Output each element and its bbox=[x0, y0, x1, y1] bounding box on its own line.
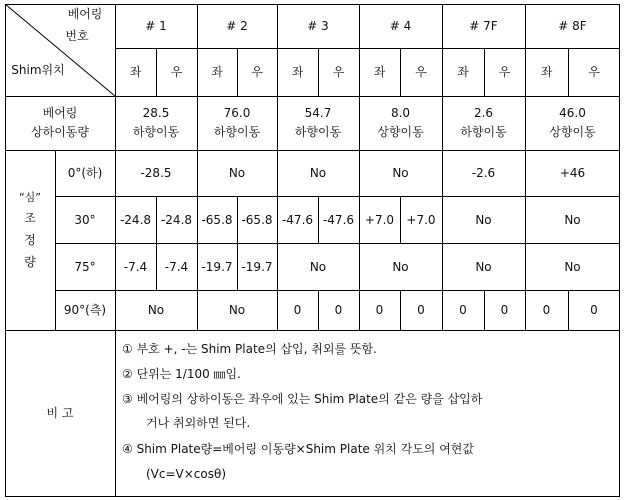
bearing-number-1: # 2 bbox=[226, 19, 248, 33]
left-label-0: 좌 bbox=[129, 65, 142, 79]
movement-amount-4: 2.6 bbox=[473, 106, 494, 120]
shim-row2-cell-4: No bbox=[309, 259, 327, 274]
shim-angle-3: 90°(측) bbox=[63, 303, 107, 317]
shim-angle-0: 0°(하) bbox=[67, 166, 103, 180]
bearing-number-4: # 7F bbox=[469, 19, 498, 33]
shim-row2-cell-0: -7.4 bbox=[123, 259, 148, 274]
right-label-3: 우 bbox=[415, 65, 427, 79]
shim-row1-cell-6: +7.0 bbox=[364, 212, 395, 227]
shim-row0-cell-0: -28.5 bbox=[140, 166, 172, 180]
right-label-2: 우 bbox=[332, 65, 345, 79]
shim-row2-cell-2: -19.7 bbox=[201, 259, 233, 274]
shim-row3-cell-7: 0 bbox=[500, 303, 509, 317]
movement-amount-0: 28.5 bbox=[142, 106, 170, 120]
right-label-0: 우 bbox=[170, 65, 183, 79]
shim-row3-cell-3: 0 bbox=[334, 303, 343, 317]
shim-row3-cell-8: 0 bbox=[542, 303, 551, 317]
remark-note-2: ③ 베어링의 상하이동은 좌우에 있는 Shim Plate의 같은 량을 삽입하 bbox=[122, 392, 483, 406]
remark-note-0: ① 부호 +, -는 Shim Plate의 삽입, 취외를 뜻함. bbox=[122, 342, 377, 356]
shim-group-label-quote: “심” bbox=[18, 191, 42, 204]
shim-row0-cell-4: -2.6 bbox=[471, 166, 496, 180]
shim-row2-cell-7: No bbox=[564, 259, 581, 274]
movement-label-line1: 베어링 bbox=[42, 106, 78, 120]
shim-group-label-char-1: 정 bbox=[24, 233, 36, 247]
corner-label-number: 번호 bbox=[65, 29, 89, 43]
shim-angle-1: 30° bbox=[74, 212, 96, 227]
shim-row1-cell-3: -65.8 bbox=[241, 212, 273, 227]
bearing-number-0: # 1 bbox=[145, 19, 167, 33]
remark-note-1: ② 단위는 1/100 ㎜임. bbox=[122, 367, 241, 381]
shim-row3-cell-6: 0 bbox=[459, 303, 467, 317]
movement-amount-1: 76.0 bbox=[223, 106, 251, 120]
left-label-5: 좌 bbox=[540, 65, 553, 79]
movement-direction-5: 상향이동 bbox=[549, 125, 596, 139]
shim-angle-2: 75° bbox=[74, 259, 96, 274]
bearing-number-2: # 3 bbox=[307, 19, 329, 33]
shim-row1-cell-9: No bbox=[564, 212, 581, 227]
bearing-number-5: # 8F bbox=[558, 19, 587, 33]
shim-row1-cell-4: -47.6 bbox=[281, 212, 314, 227]
shim-row3-cell-4: 0 bbox=[375, 303, 384, 317]
shim-row0-cell-3: No bbox=[392, 166, 409, 180]
movement-direction-1: 하향이동 bbox=[213, 125, 261, 139]
shim-row2-cell-5: No bbox=[392, 259, 409, 274]
shim-row0-cell-1: No bbox=[228, 166, 246, 180]
shim-row1-cell-1: -24.8 bbox=[160, 212, 193, 227]
shim-group-label-char-2: 량 bbox=[24, 255, 36, 269]
movement-label-line2: 상하이동량 bbox=[31, 125, 89, 139]
shim-row2-cell-1: -7.4 bbox=[164, 259, 189, 274]
shim-row1-cell-8: No bbox=[475, 212, 492, 227]
shim-row2-cell-6: No bbox=[475, 259, 492, 274]
shim-row3-cell-0: No bbox=[147, 303, 165, 317]
shim-row3-cell-9: 0 bbox=[590, 303, 598, 317]
right-label-4: 우 bbox=[498, 65, 511, 79]
left-label-3: 좌 bbox=[373, 65, 386, 79]
movement-direction-2: 하향이동 bbox=[294, 125, 342, 139]
shim-row1-cell-7: +7.0 bbox=[406, 212, 436, 227]
movement-amount-3: 8.0 bbox=[390, 106, 411, 120]
shim-row2-cell-3: -19.7 bbox=[241, 259, 273, 274]
movement-direction-4: 하향이동 bbox=[460, 125, 507, 139]
shim-row3-cell-5: 0 bbox=[417, 303, 425, 317]
shim-group-label-char-0: 조 bbox=[24, 211, 36, 225]
remarks-label: 비 고 bbox=[46, 406, 74, 420]
left-label-1: 좌 bbox=[211, 65, 223, 79]
remark-note-5: (Vc=V×cosθ) bbox=[146, 467, 227, 481]
movement-amount-5: 46.0 bbox=[559, 106, 586, 120]
movement-amount-2: 54.7 bbox=[304, 106, 332, 120]
shim-row1-cell-2: -65.8 bbox=[201, 212, 233, 227]
shim-row1-cell-0: -24.8 bbox=[119, 212, 152, 227]
remark-note-4: ④ Shim Plate량=베어링 이동량×Shim Plate 위치 각도의 여현값 bbox=[122, 442, 474, 456]
corner-label-bearing: 베어링 bbox=[67, 7, 103, 21]
shim-row3-cell-2: 0 bbox=[293, 303, 302, 317]
shim-row1-cell-5: -47.6 bbox=[322, 212, 355, 227]
movement-direction-0: 하향이동 bbox=[132, 125, 180, 139]
right-label-5: 우 bbox=[588, 65, 600, 79]
shim-row0-cell-2: No bbox=[309, 166, 327, 180]
left-label-4: 좌 bbox=[457, 65, 469, 79]
movement-direction-3: 상향이동 bbox=[377, 125, 424, 139]
left-label-2: 좌 bbox=[291, 65, 304, 79]
corner-label-shim-position: Shim위치 bbox=[11, 63, 65, 77]
right-label-1: 우 bbox=[251, 65, 263, 79]
shim-row0-cell-5: +46 bbox=[559, 166, 586, 180]
remark-note-3: 거나 취외하면 된다. bbox=[146, 416, 251, 430]
bearing-number-3: # 4 bbox=[389, 19, 412, 33]
shim-row3-cell-1: No bbox=[228, 303, 246, 317]
